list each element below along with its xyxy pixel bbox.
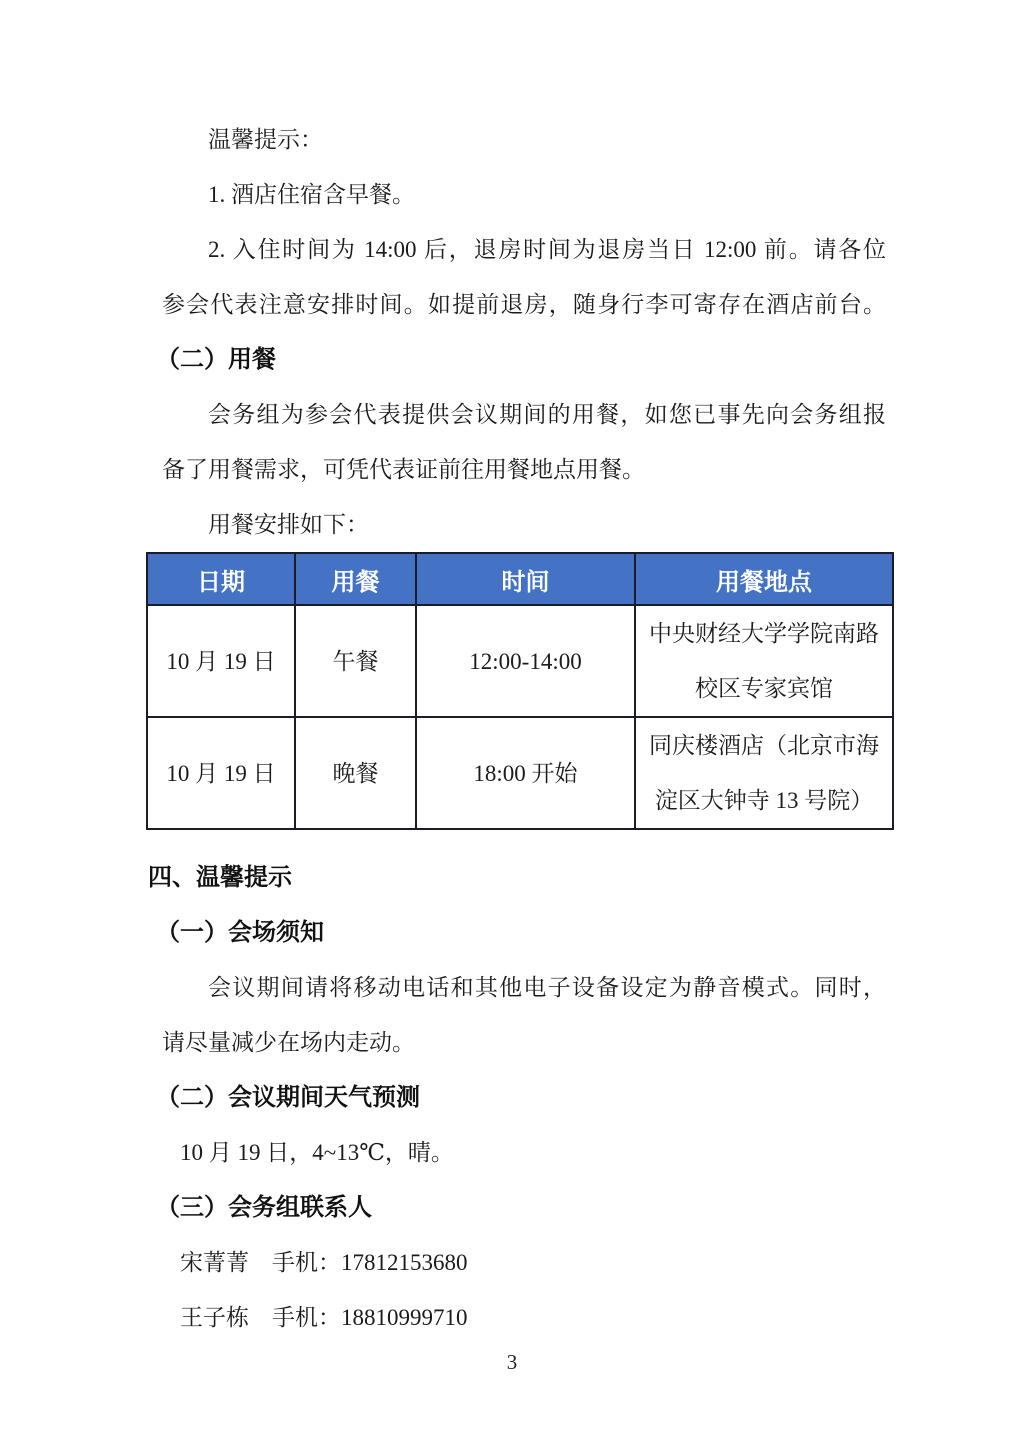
cell-meal: 晚餐 xyxy=(295,717,416,829)
page-number: 3 xyxy=(506,1350,518,1374)
column-header-date: 日期 xyxy=(147,553,295,605)
section-four-heading: 四、温馨提示 xyxy=(148,864,292,891)
tip-item-2-line-2: 参会代表注意安排时间。如提前退房，随身行李可寄存在酒店前台。 xyxy=(162,292,886,317)
cell-time: 18:00 开始 xyxy=(416,717,635,829)
meal-table-intro: 用餐安排如下： xyxy=(208,512,369,537)
column-header-time: 时间 xyxy=(416,553,635,605)
meals-paragraph-line-2: 备了用餐需求，可凭代表证前往用餐地点用餐。 xyxy=(162,457,645,482)
cell-time: 12:00-14:00 xyxy=(416,605,635,717)
weather-forecast-heading: （二）会议期间天气预测 xyxy=(156,1084,420,1111)
meal-table-header-row xyxy=(147,553,893,605)
cell-date: 10 月 19 日 xyxy=(147,605,295,717)
column-header-location: 用餐地点 xyxy=(635,553,893,605)
cell-location: 同庆楼酒店（北京市海淀区大钟寺 13 号院） xyxy=(635,717,893,829)
tip-item-2-line-1: 2. 入住时间为 14:00 后，退房时间为退房当日 12:00 前。请各位 xyxy=(208,237,886,262)
cell-date: 10 月 19 日 xyxy=(147,717,295,829)
venue-notes-line-2: 请尽量减少在场内走动。 xyxy=(162,1030,415,1055)
contact-person-1: 宋菁菁 手机：17812153680 xyxy=(180,1250,468,1275)
tip-item-1: 1. 酒店住宿含早餐。 xyxy=(208,182,415,207)
weather-forecast-text: 10 月 19 日，4~13℃，晴。 xyxy=(180,1140,454,1165)
meals-paragraph-line-1: 会务组为参会代表提供会议期间的用餐，如您已事先向会务组报 xyxy=(208,402,886,427)
table-row-dinner xyxy=(147,717,893,829)
table-row-lunch xyxy=(147,605,893,717)
contacts-heading: （三）会务组联系人 xyxy=(156,1194,372,1221)
contact-person-2: 王子栋 手机：18810999710 xyxy=(180,1305,468,1330)
venue-notes-line-1: 会议期间请将移动电话和其他电子设备设定为静音模式。同时， xyxy=(208,975,886,1000)
section-meals-heading: （二）用餐 xyxy=(156,346,276,373)
column-header-meal: 用餐 xyxy=(295,553,416,605)
cell-location: 中央财经大学学院南路校区专家宾馆 xyxy=(635,605,893,717)
meal-schedule-table xyxy=(146,552,894,830)
cell-meal: 午餐 xyxy=(295,605,416,717)
tips-label: 温馨提示： xyxy=(208,127,323,152)
venue-notes-heading: （一）会场须知 xyxy=(156,919,324,946)
